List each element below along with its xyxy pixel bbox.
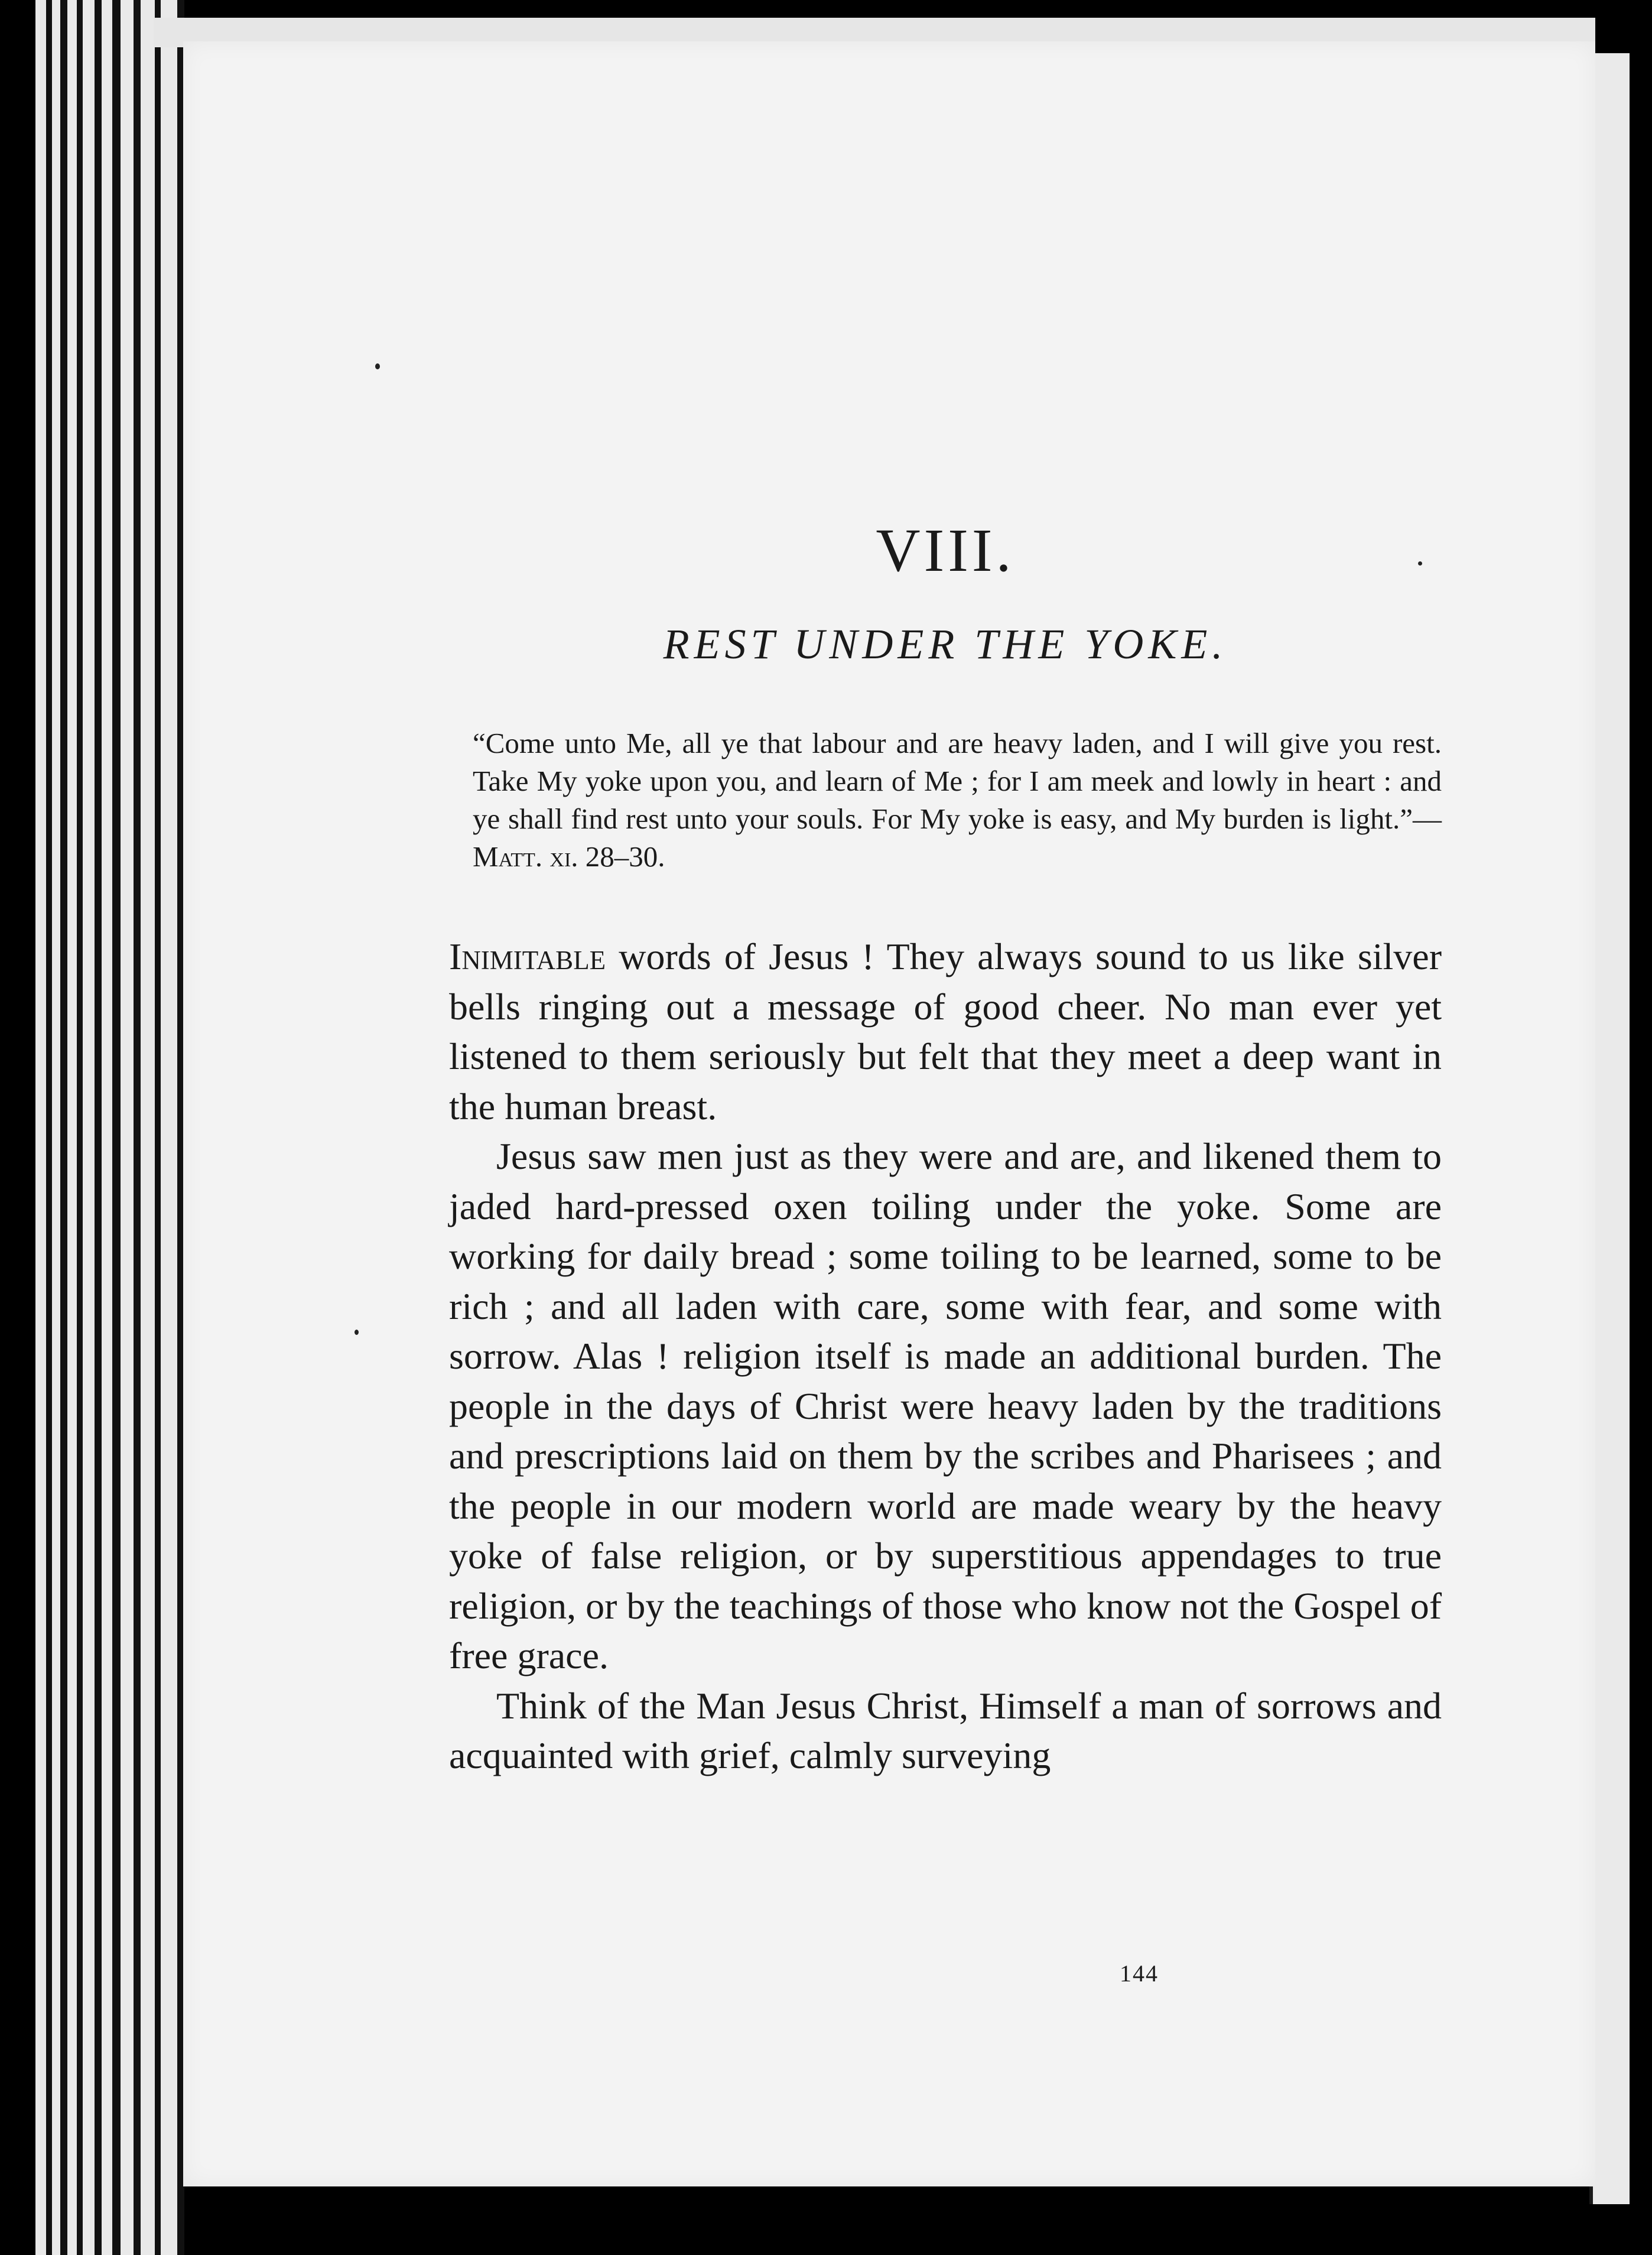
paragraph-1-lead-word: Inimitable [449,935,606,977]
right-fore-edge [1589,53,1630,2204]
epigraph-text: “Come unto Me, all ye that labour and are heavy laden, and I will give you rest. Take My yoke upon you, and learn of Me ; for I am meek and lowly in heart : and ye shall find rest unto your souls. For My yoke is easy, and My burden is light.”— [473,727,1442,835]
epigraph-reference: Matt. xi. 28–30. [473,840,665,873]
epigraph [449,724,1442,876]
text-column [449,516,1442,1781]
paragraph-1-text: words of Jesus ! They always sound to us like silver bells ringing out a message of good cheer. No man ever yet listened to them seriously but felt that they meet a deep want in the human breast. [449,935,1442,1128]
paragraph-1 [449,932,1442,1132]
paragraph-2: Jesus saw men just as they were and are, and likened them to jaded hard-pressed oxen toiling under the yoke. Some are working for daily bread ; some toiling to be learned, some to be rich ; and all laden with care, some with fear, and some with sorrow. Alas ! religion itself is made an additional burden. The people in the days of Christ were heavy laden by the traditions and prescriptions laid on them by the scribes and Pharisees ; and the people in our modern world are made weary by the heavy yoke of false religion, or by superstitious appendages to true religion, or by the teachings of those who know not the Gospel of free grace. [449,1135,1442,1676]
chapter-title: REST UNDER THE YOKE. [663,620,1228,668]
chapter-number: VIII. [876,516,1015,584]
paragraph-3: Think of the Man Jesus Christ, Himself a man of sorrows and acquainted with grief, calmly surveying [449,1684,1442,1776]
page-number: 144 [1120,1960,1159,1987]
